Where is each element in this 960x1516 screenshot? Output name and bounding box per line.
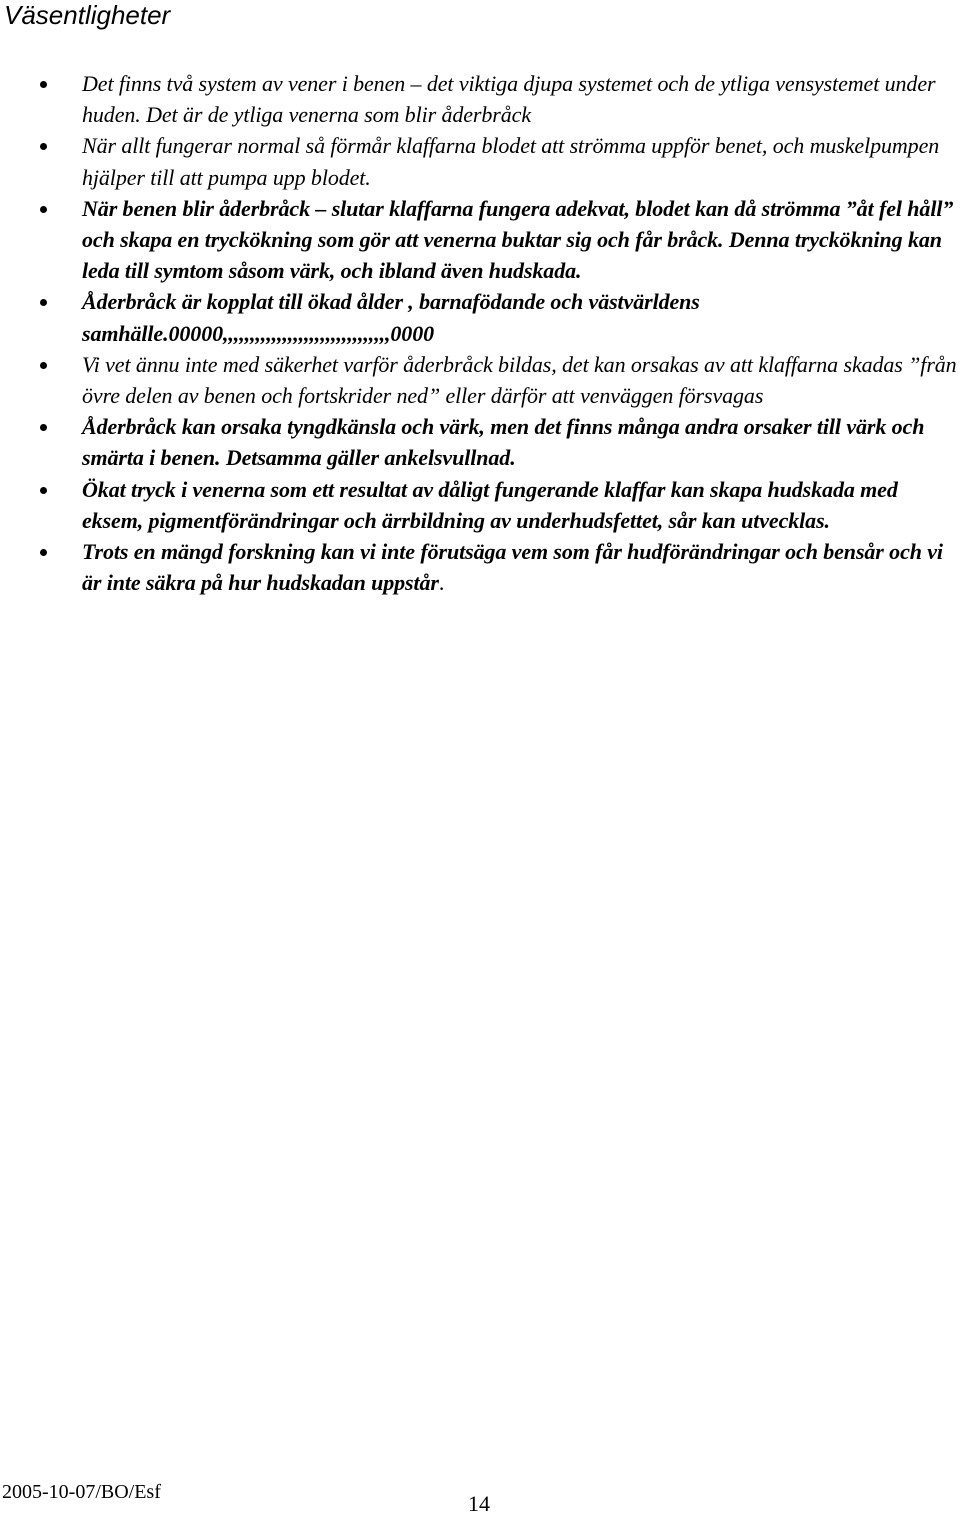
- bullet-list: [0, 68, 960, 598]
- bullet-item: [0, 536, 960, 598]
- bullet-text-segment: Åderbråck är kopplat till ökad ålder , barnafödande och västvärldens samhälle.00000,,,,,,,,,,,,,,,,,,,,,,,,,,,,,,,0000: [82, 289, 700, 346]
- page-title: Väsentligheter: [4, 0, 171, 30]
- bullet-item: [0, 349, 960, 411]
- bullet-text-segment: När benen blir åderbråck – slutar klaffarna fungera adekvat, blodet kan då strömma ”åt fel håll” och skapa en tryckökning som gör att venerna buktar sig och får bråck. Denna tryckökning kan leda till symtom såsom värk, och ibland även hudskada.: [82, 195, 954, 284]
- bullet-text-segment: Ökat tryck i venerna som ett resultat av dåligt fungerande klaffar kan skapa hudskada med eksem, pigmentförändringar och ärrbildning av underhudsfettet, sår kan utvecklas.: [82, 476, 898, 533]
- bullet-text-segment: När allt fungerar normal så förmår klaffarna blodet att strömma uppför benet, och muskelpumpen hjälper till att pumpa upp blodet.: [82, 133, 940, 190]
- footer-page-number: 14: [468, 1491, 490, 1516]
- bullet-item: [0, 193, 960, 287]
- footer-date-code: 2005-10-07/BO/Esf: [2, 1481, 161, 1503]
- bullet-dot-icon: [40, 549, 47, 556]
- bullet-dot-icon: [40, 487, 47, 494]
- bullet-item: [0, 130, 960, 192]
- bullet-dot-icon: [40, 143, 47, 150]
- bullet-text-segment: Trots en mängd forskning kan vi inte förutsäga vem som får hudförändringar och bensår och vi är inte säkra på hur hudskadan uppstår: [82, 539, 943, 596]
- bullet-dot-icon: [40, 81, 47, 88]
- bullet-item: [0, 474, 960, 536]
- bullet-dot-icon: [40, 299, 47, 306]
- bullet-item: [0, 411, 960, 473]
- bullet-dot-icon: [40, 362, 47, 369]
- bullet-text-segment: Åderbråck kan orsaka tyngdkänsla och värk, men det finns många andra orsaker till värk och smärta i benen. Detsamma gäller ankelsvullnad.: [82, 414, 925, 471]
- bullet-item: [0, 286, 960, 348]
- bullet-text-segment: Vi vet ännu inte med säkerhet varför åderbråck bildas, det kan orsakas av att klaffarna skadas ”från övre delen av benen och fortskrider ned” eller därför att venväggen försvagas: [82, 351, 957, 409]
- bullet-text-segment: Det finns två system av vener i benen – det viktiga djupa systemet och de ytliga vensystemet under huden.: [82, 71, 936, 128]
- bullet-item: [0, 68, 960, 130]
- bullet-dot-icon: [40, 424, 47, 431]
- bullet-text-segment: Det är de ytliga venerna som blir åderbråck: [146, 102, 531, 128]
- bullet-text-segment: .: [438, 570, 445, 596]
- bullet-dot-icon: [40, 206, 47, 213]
